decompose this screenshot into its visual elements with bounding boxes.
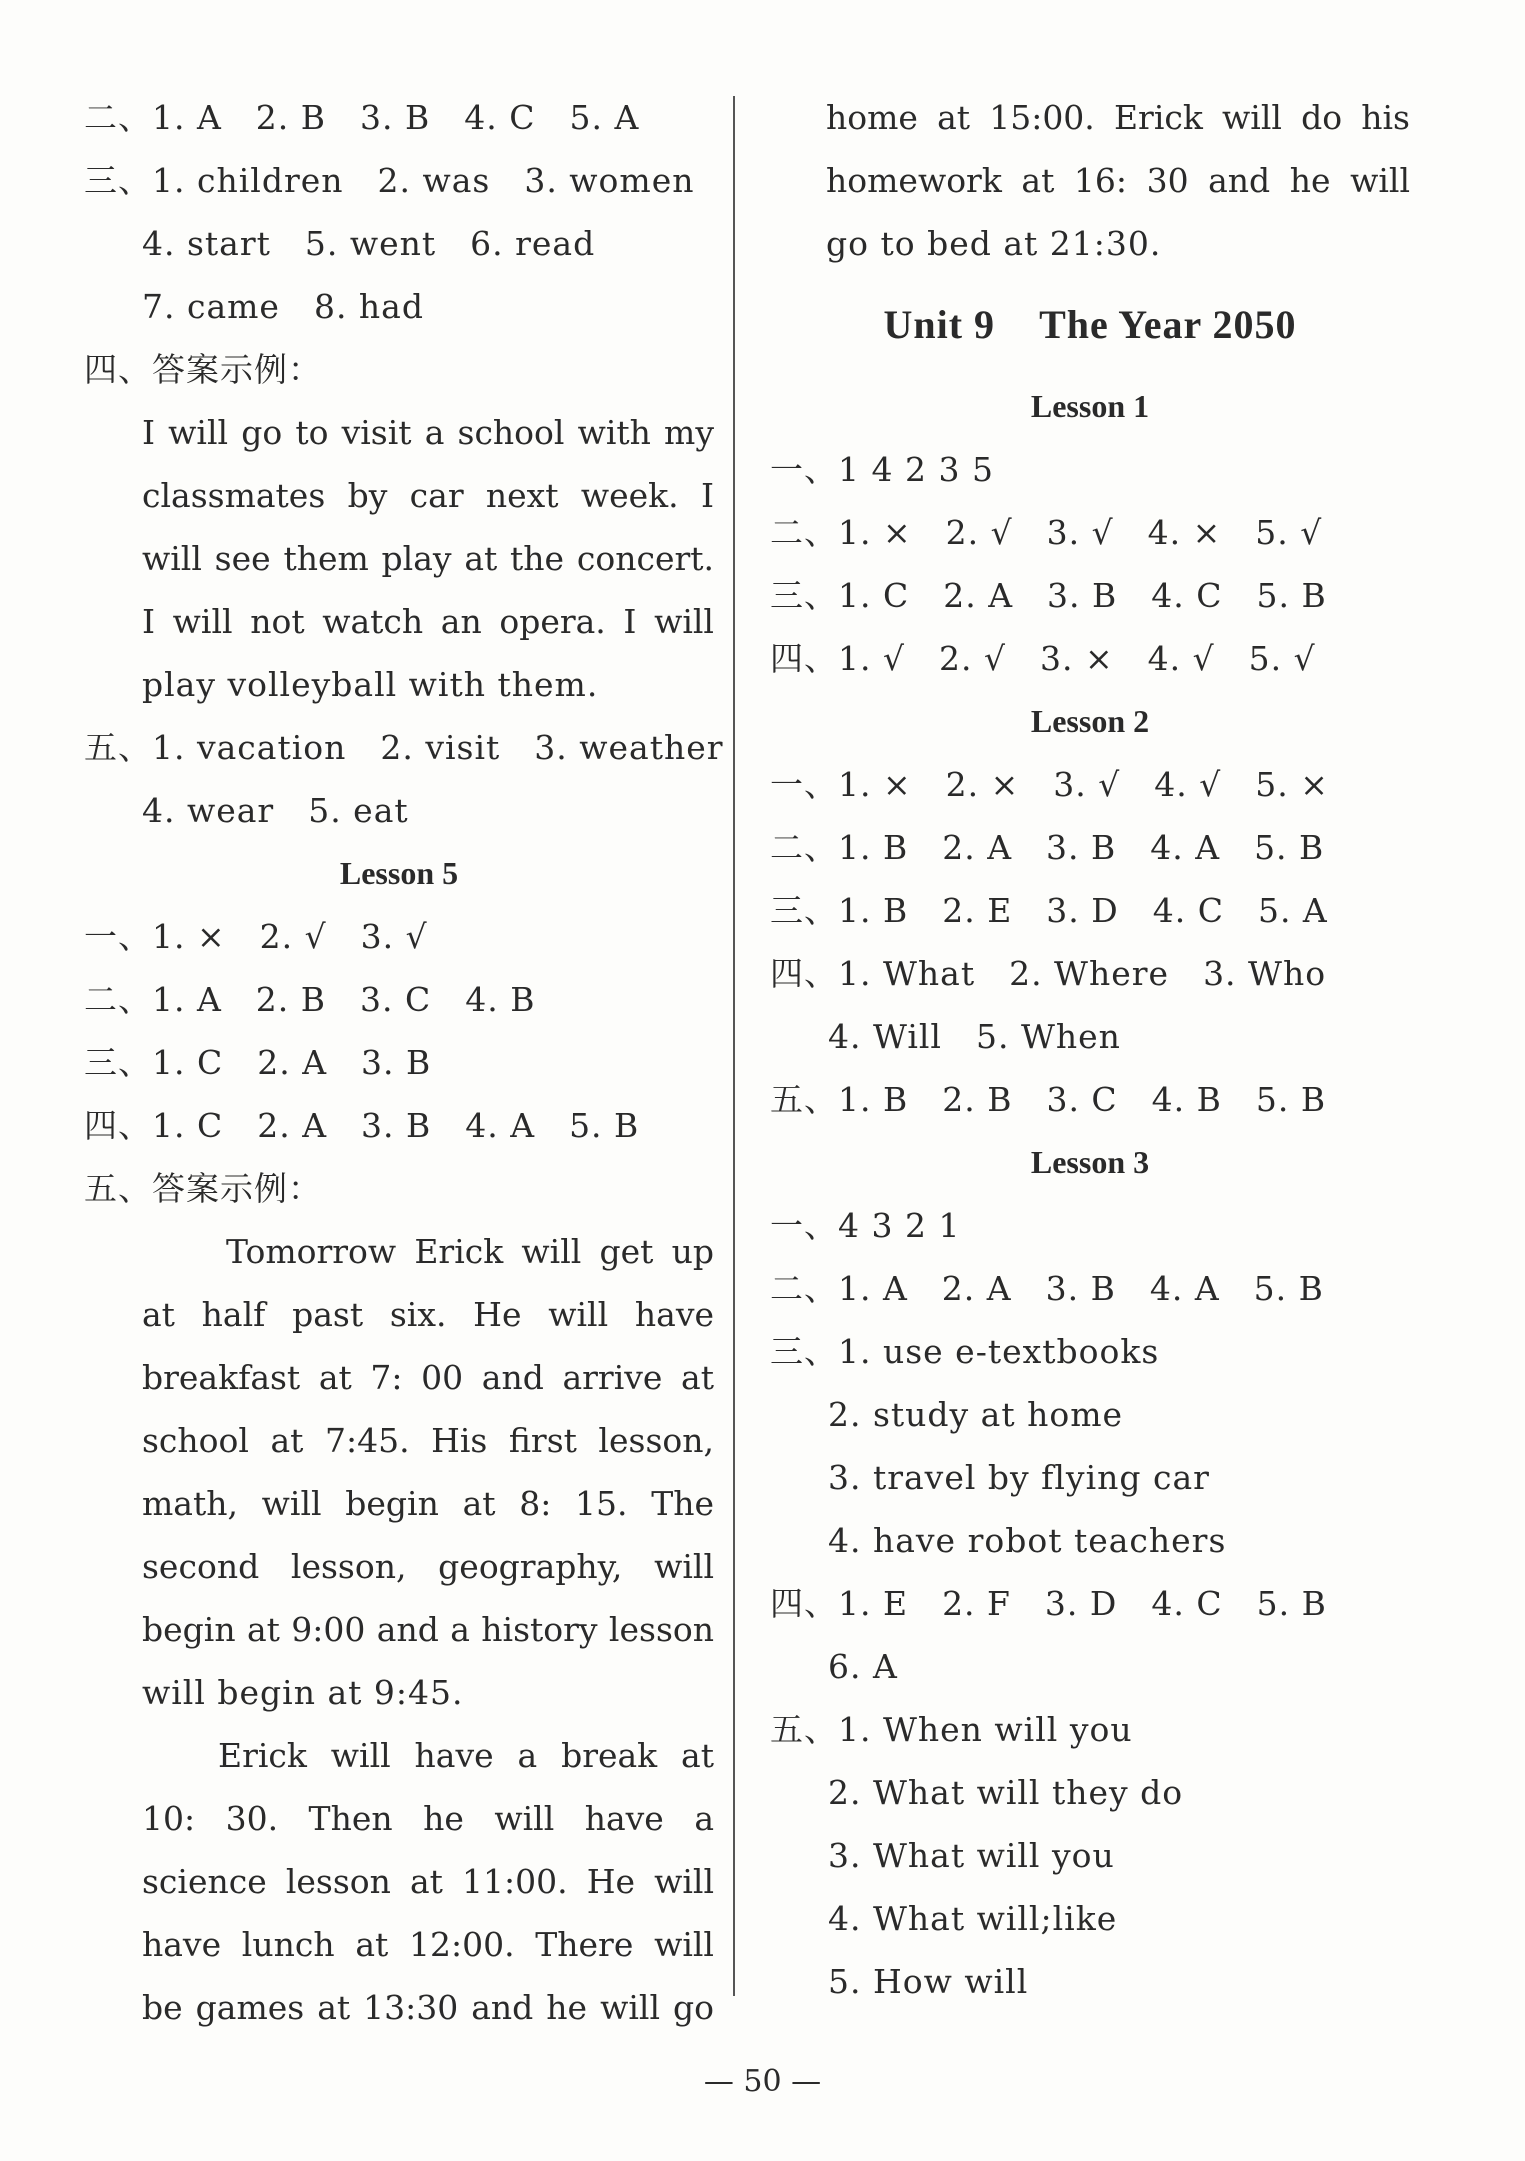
paragraph-line: home at 15:00. Erick will do his [826, 98, 1410, 137]
continued-paragraph [770, 86, 1410, 275]
paragraph-line: have lunch at 12:00. There will [142, 1925, 714, 1964]
paragraph-line: breakfast at 7: 00 and arrive at [142, 1358, 714, 1397]
answer-line: 6. A [828, 1647, 898, 1686]
answer-line: 4. Will 5. When [828, 1017, 1121, 1056]
answer-line: 一、4 3 2 1 [770, 1206, 961, 1245]
unit-name: The Year 2050 [1039, 302, 1297, 347]
answer-line: 4. start 5. went 6. read [142, 224, 596, 263]
answer-line: 五、1. When will you [770, 1710, 1133, 1749]
paragraph-line: classmates by car next week. I [142, 476, 714, 515]
column-divider [733, 96, 735, 1996]
answer-line: 一、1 4 2 3 5 [770, 450, 994, 489]
answer-line: 五、1. B 2. B 3. C 4. B 5. B [770, 1080, 1327, 1119]
paragraph-line: 10: 30. Then he will have a [142, 1799, 714, 1838]
answer-line: 四、1. What 2. Where 3. Who [770, 954, 1327, 993]
answer-line: 四、1. C 2. A 3. B 4. A 5. B [84, 1106, 640, 1145]
answer-line: 4. What will;like [828, 1899, 1118, 1938]
answer-line: 5. How will [828, 1962, 1029, 2001]
paragraph-line: will begin at 9:45. [142, 1673, 464, 1712]
answer-line: 3. travel by flying car [828, 1458, 1210, 1497]
sample-answer-paragraph [84, 401, 714, 716]
paragraph-line: second lesson, geography, will [142, 1547, 714, 1586]
section-heading: 五、答案示例： [84, 1169, 322, 1208]
answer-line: 三、1. children 2. was 3. women [84, 161, 695, 200]
paragraph-line: homework at 16: 30 and he will [826, 161, 1410, 200]
answer-line: 三、1. C 2. A 3. B [84, 1043, 432, 1082]
answer-line: 三、1. use e-textbooks [770, 1332, 1160, 1371]
paragraph-line: go to bed at 21:30. [826, 224, 1162, 263]
answer-line: 四、1. √ 2. √ 3. × 4. √ 5. √ [770, 639, 1316, 678]
answer-line: 二、1. B 2. A 3. B 4. A 5. B [770, 828, 1325, 867]
answer-line: 2. study at home [828, 1395, 1124, 1434]
answer-line: 二、1. A 2. A 3. B 4. A 5. B [770, 1269, 1324, 1308]
paragraph-line: school at 7:45. His first lesson, [142, 1421, 714, 1460]
page-number: — 50 — [703, 2064, 822, 2099]
answer-line: 二、1. A 2. B 3. C 4. B [84, 980, 536, 1019]
lesson-heading: Lesson 2 [1030, 703, 1150, 739]
paragraph-line: Tomorrow Erick will get up [226, 1232, 714, 1271]
answer-line: 一、1. × 2. √ 3. √ [84, 917, 428, 956]
unit-title [770, 275, 1410, 375]
answer-line: 二、1. × 2. √ 3. √ 4. × 5. √ [770, 513, 1323, 552]
answer-line: 2. What will they do [828, 1773, 1184, 1812]
section-heading: 四、答案示例： [84, 350, 322, 389]
lesson-heading: Lesson 1 [1030, 388, 1150, 424]
answer-line: 3. What will you [828, 1836, 1115, 1875]
paragraph-line: be games at 13:30 and he will go [142, 1988, 714, 2027]
paragraph-line: at half past six. He will have [142, 1295, 714, 1334]
paragraph-line: begin at 9:00 and a history lesson [142, 1610, 714, 1649]
paragraph-line: Erick will have a break at [218, 1736, 714, 1775]
paragraph-line: will see them play at the concert. [142, 539, 714, 578]
answer-line: 五、1. vacation 2. visit 3. weather [84, 728, 724, 767]
paragraph-line: science lesson at 11:00. He will [142, 1862, 714, 1901]
answer-line: 三、1. C 2. A 3. B 4. C 5. B [770, 576, 1327, 615]
answer-line: 二、1. A 2. B 3. B 4. C 5. A [84, 98, 640, 137]
unit-number: Unit 9 [883, 302, 996, 347]
answer-line: 7. came 8. had [142, 287, 424, 326]
paragraph-line: math, will begin at 8: 15. The [142, 1484, 714, 1523]
answer-line: 四、1. E 2. F 3. D 4. C 5. B [770, 1584, 1327, 1623]
answer-line: 4. have robot teachers [828, 1521, 1227, 1560]
right-column [770, 86, 1410, 2013]
lesson-heading: Lesson 3 [1030, 1144, 1150, 1180]
sample-answer-paragraph [84, 1220, 714, 2039]
left-column [84, 86, 724, 2039]
answer-line: 4. wear 5. eat [142, 791, 409, 830]
paragraph-line: I will go to visit a school with my [142, 413, 714, 452]
lesson-heading: Lesson 5 [339, 855, 459, 891]
answer-line: 三、1. B 2. E 3. D 4. C 5. A [770, 891, 1328, 930]
answer-line: 一、1. × 2. × 3. √ 4. √ 5. × [770, 765, 1329, 804]
paragraph-line: I will not watch an opera. I will [142, 602, 714, 641]
paragraph-line: play volleyball with them. [142, 665, 599, 704]
